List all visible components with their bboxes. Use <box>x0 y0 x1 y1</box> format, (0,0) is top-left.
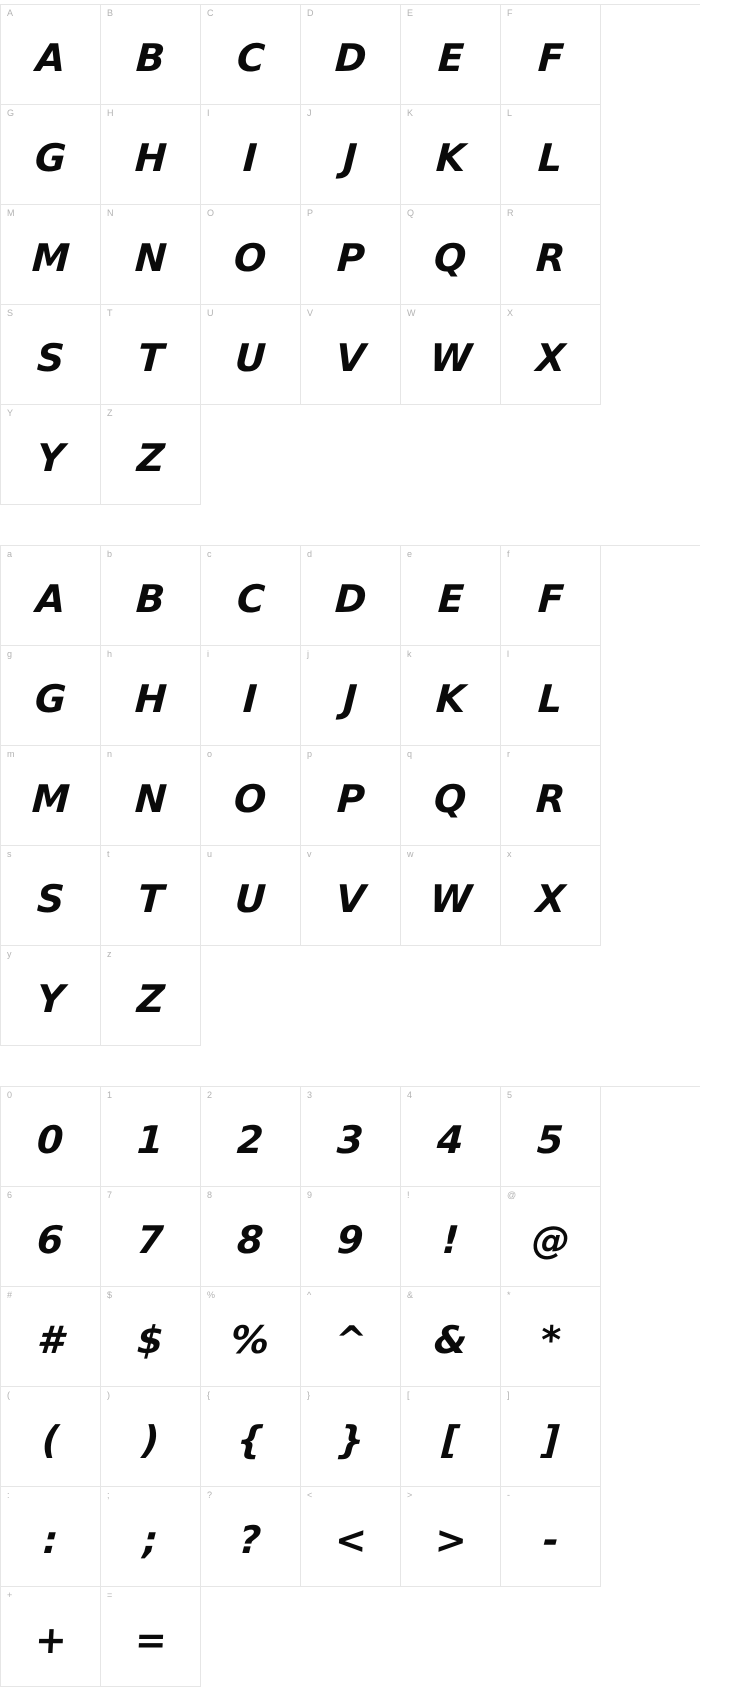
glyph-cell-character: E <box>436 35 465 80</box>
glyph-cell-label: r <box>507 749 510 759</box>
glyph-cell-label: p <box>307 749 313 759</box>
glyph-cell[interactable] <box>401 1287 501 1387</box>
glyph-cell[interactable] <box>501 105 601 205</box>
glyph-cell[interactable] <box>101 5 201 105</box>
glyph-cell-character: - <box>541 1517 560 1562</box>
glyph-cell[interactable] <box>401 1387 501 1487</box>
glyph-cell-label: N <box>107 208 114 218</box>
glyph-cell-character: 5 <box>536 1117 565 1162</box>
glyph-cell-character: E <box>436 576 465 621</box>
glyph-cell-character: L <box>537 135 564 180</box>
glyph-cell-character: N <box>133 235 168 280</box>
glyph-cell-character: X <box>534 876 567 921</box>
glyph-cell-character: Z <box>135 435 166 480</box>
glyph-cell-character: ; <box>141 1517 160 1562</box>
glyph-cell-label: B <box>107 8 114 18</box>
glyph-cell[interactable] <box>401 846 501 946</box>
glyph-cell-label: } <box>307 1390 311 1400</box>
glyph-cell-label: z <box>107 949 112 959</box>
glyph-cell-character: P <box>335 235 366 280</box>
glyph-cell-label: 5 <box>507 1090 513 1100</box>
glyph-cell-label: 8 <box>207 1190 213 1200</box>
glyph-cell-character: N <box>133 776 168 821</box>
glyph-cell-character: J <box>342 676 359 721</box>
glyph-cell-character: 2 <box>236 1117 265 1162</box>
glyph-cell-character: } <box>335 1417 366 1462</box>
glyph-cell[interactable] <box>501 1187 601 1287</box>
glyph-cell[interactable] <box>101 1387 201 1487</box>
glyph-cell-character: B <box>134 576 167 621</box>
glyph-cell-label: = <box>107 1590 113 1600</box>
glyph-cell[interactable] <box>301 646 401 746</box>
glyph-cell[interactable] <box>501 1087 601 1187</box>
glyph-cell[interactable] <box>101 546 201 646</box>
glyph-cell[interactable] <box>101 1587 201 1687</box>
glyph-cell-character: * <box>539 1317 562 1362</box>
glyph-cell-label: ^ <box>307 1290 312 1300</box>
glyph-cell-character: X <box>534 335 567 380</box>
glyph-cell-character: D <box>333 576 368 621</box>
glyph-cell[interactable] <box>401 5 501 105</box>
glyph-cell[interactable] <box>501 5 601 105</box>
glyph-cell-label: i <box>207 649 209 659</box>
glyph-cell-character: Y <box>35 435 66 480</box>
glyph-cell-label: ; <box>107 1490 110 1500</box>
glyph-cell[interactable] <box>101 1287 201 1387</box>
glyph-cell[interactable] <box>301 105 401 205</box>
glyph-cell-label: + <box>7 1590 13 1600</box>
glyph-cell-label: s <box>7 849 12 859</box>
glyph-cell-character: $ <box>136 1317 165 1362</box>
glyph-cell-label: M <box>7 208 15 218</box>
glyph-cell-character: L <box>537 676 564 721</box>
glyph-section-digits-and-symbols <box>0 1086 740 1687</box>
glyph-cell-label: Q <box>407 208 415 218</box>
glyph-cell[interactable] <box>1 746 101 846</box>
glyph-cell-character: Q <box>433 776 468 821</box>
glyph-cell[interactable] <box>1 946 101 1046</box>
glyph-cell-character: G <box>33 676 68 721</box>
glyph-cell-character: M <box>30 235 71 280</box>
glyph-cell-character: & <box>432 1317 469 1362</box>
glyph-cell[interactable] <box>101 746 201 846</box>
glyph-cell-character: W <box>428 335 473 380</box>
glyph-cell[interactable] <box>501 746 601 846</box>
glyph-cell[interactable] <box>1 1287 101 1387</box>
glyph-cell[interactable] <box>1 546 101 646</box>
glyph-cell[interactable] <box>501 1387 601 1487</box>
glyph-cell[interactable] <box>401 1487 501 1587</box>
glyph-cell-character: R <box>534 235 567 280</box>
glyph-cell[interactable] <box>301 546 401 646</box>
glyph-cell-label: @ <box>507 1190 517 1200</box>
glyph-cell-character: Z <box>135 976 166 1021</box>
glyph-cell-label: # <box>7 1290 13 1300</box>
glyph-cell-character: 0 <box>36 1117 65 1162</box>
glyph-cell[interactable] <box>301 305 401 405</box>
glyph-cell-character: D <box>333 35 368 80</box>
glyph-cell-label: k <box>407 649 412 659</box>
glyph-cell-label: 2 <box>207 1090 213 1100</box>
glyph-cell-character: H <box>133 676 168 721</box>
glyph-cell-character: ] <box>540 1417 561 1462</box>
glyph-cell-character: B <box>134 35 167 80</box>
glyph-cell-character: V <box>334 335 367 380</box>
glyph-cell-label: t <box>107 849 110 859</box>
glyph-cell[interactable] <box>501 846 601 946</box>
glyph-cell-label: * <box>507 1290 511 1300</box>
glyph-cell[interactable] <box>501 646 601 746</box>
glyph-cell[interactable] <box>101 846 201 946</box>
glyph-cell-label: ( <box>7 1390 10 1400</box>
glyph-cell[interactable] <box>101 305 201 405</box>
glyph-cell-label: R <box>507 208 514 218</box>
glyph-cell[interactable] <box>501 1287 601 1387</box>
glyph-cell[interactable] <box>201 746 301 846</box>
glyph-cell-character: C <box>235 35 266 80</box>
glyph-cell[interactable] <box>101 646 201 746</box>
glyph-cell[interactable] <box>101 205 201 305</box>
glyph-cell-character: ^ <box>333 1317 368 1362</box>
glyph-cell[interactable] <box>301 1287 401 1387</box>
glyph-cell-character: U <box>233 335 268 380</box>
glyph-cell-character: F <box>536 35 565 80</box>
glyph-cell-character: # <box>36 1317 65 1362</box>
glyph-cell-label: Y <box>7 408 14 418</box>
glyph-cell-character: 7 <box>136 1217 165 1262</box>
glyph-cell-label: K <box>407 108 414 118</box>
glyph-cell-label: 3 <box>307 1090 313 1100</box>
glyph-cell[interactable] <box>301 1487 401 1587</box>
glyph-grid-lowercase <box>0 545 700 1046</box>
glyph-cell-label: A <box>7 8 14 18</box>
glyph-cell-character: V <box>334 876 367 921</box>
glyph-cell[interactable] <box>301 5 401 105</box>
glyph-cell-label: < <box>307 1490 313 1500</box>
glyph-cell[interactable] <box>401 305 501 405</box>
glyph-cell[interactable] <box>1 105 101 205</box>
glyph-cell-label: n <box>107 749 113 759</box>
glyph-cell-label: F <box>507 8 513 18</box>
glyph-cell-character: I <box>242 676 259 721</box>
glyph-cell-character: A <box>34 576 67 621</box>
glyph-cell-label: $ <box>107 1290 113 1300</box>
glyph-cell-character: J <box>342 135 359 180</box>
glyph-cell[interactable] <box>1 1087 101 1187</box>
glyph-cell-character: : <box>41 1517 60 1562</box>
glyph-cell[interactable] <box>501 546 601 646</box>
glyph-cell[interactable] <box>201 1187 301 1287</box>
glyph-cell-label: ] <box>507 1390 510 1400</box>
glyph-cell-label: W <box>407 308 416 318</box>
glyph-cell-label: % <box>207 1290 216 1300</box>
glyph-cell-character: @ <box>530 1217 571 1262</box>
glyph-cell-label: E <box>407 8 414 18</box>
glyph-cell-character: [ <box>440 1417 461 1462</box>
glyph-cell[interactable] <box>201 646 301 746</box>
glyph-cell-label: m <box>7 749 15 759</box>
glyph-cell[interactable] <box>201 5 301 105</box>
glyph-cell[interactable] <box>1 205 101 305</box>
glyph-cell-label: x <box>507 849 512 859</box>
glyph-cell-label: X <box>507 308 514 318</box>
glyph-cell-character: % <box>230 1317 271 1362</box>
glyph-cell-label: C <box>207 8 214 18</box>
glyph-cell-character: F <box>536 576 565 621</box>
glyph-cell-label: : <box>7 1490 10 1500</box>
glyph-cell[interactable] <box>201 1087 301 1187</box>
glyph-cell-character: R <box>534 776 567 821</box>
glyph-cell-character: T <box>136 335 165 380</box>
glyph-cell-label: b <box>107 549 113 559</box>
glyph-cell[interactable] <box>301 205 401 305</box>
glyph-cell-label: T <box>107 308 113 318</box>
glyph-cell-label: G <box>7 108 15 118</box>
glyph-cell-label: h <box>107 649 113 659</box>
glyph-cell[interactable] <box>401 205 501 305</box>
glyph-cell[interactable] <box>1 646 101 746</box>
glyph-cell[interactable] <box>401 646 501 746</box>
glyph-cell-label: 6 <box>7 1190 13 1200</box>
glyph-section-uppercase <box>0 4 740 505</box>
glyph-cell-character: Y <box>35 976 66 1021</box>
glyph-cell-character: ) <box>140 1417 161 1462</box>
glyph-cell-label: H <box>107 108 114 118</box>
glyph-cell-label: I <box>207 108 210 118</box>
glyph-cell[interactable] <box>301 846 401 946</box>
glyph-cell[interactable] <box>101 1487 201 1587</box>
glyph-cell-label: S <box>7 308 14 318</box>
glyph-cell-character: U <box>233 876 268 921</box>
glyph-cell[interactable] <box>1 305 101 405</box>
glyph-cell-label: L <box>507 108 513 118</box>
glyph-cell-character: O <box>233 235 268 280</box>
glyph-cell-label: P <box>307 208 314 218</box>
glyph-cell-character: 6 <box>36 1217 65 1262</box>
glyph-cell[interactable] <box>1 846 101 946</box>
glyph-cell-label: D <box>307 8 314 18</box>
glyph-cell-label: v <box>307 849 312 859</box>
glyph-cell-label: g <box>7 649 13 659</box>
glyph-cell-character: I <box>242 135 259 180</box>
glyph-cell-character: 8 <box>236 1217 265 1262</box>
glyph-cell[interactable] <box>401 1187 501 1287</box>
glyph-cell-character: T <box>136 876 165 921</box>
glyph-cell[interactable] <box>501 1487 601 1587</box>
glyph-cell-character: Q <box>433 235 468 280</box>
glyph-cell-label: [ <box>407 1390 410 1400</box>
glyph-cell-character: ( <box>40 1417 61 1462</box>
glyph-section-lowercase <box>0 545 740 1046</box>
glyph-cell-character: H <box>133 135 168 180</box>
glyph-cell-label: d <box>307 549 313 559</box>
glyph-cell[interactable] <box>1 1587 101 1687</box>
glyph-cell-character: < <box>333 1517 368 1562</box>
glyph-cell-character: G <box>33 135 68 180</box>
glyph-cell[interactable] <box>201 846 301 946</box>
glyph-cell[interactable] <box>101 1087 201 1187</box>
glyph-cell-label: w <box>407 849 414 859</box>
glyph-cell[interactable] <box>1 1187 101 1287</box>
glyph-cell[interactable] <box>301 1087 401 1187</box>
glyph-cell[interactable] <box>1 5 101 105</box>
glyph-cell[interactable] <box>501 305 601 405</box>
glyph-cell-character: W <box>428 876 473 921</box>
glyph-cell-label: > <box>407 1490 413 1500</box>
glyph-cell-character: M <box>30 776 71 821</box>
glyph-cell-label: U <box>207 308 214 318</box>
glyph-cell-label: & <box>407 1290 414 1300</box>
glyph-cell-character: C <box>235 576 266 621</box>
glyph-cell-character: A <box>34 35 67 80</box>
glyph-cell-label: e <box>407 549 413 559</box>
glyph-grid-uppercase <box>0 4 700 505</box>
glyph-cell-label: J <box>307 108 312 118</box>
glyph-cell[interactable] <box>101 946 201 1046</box>
glyph-cell-label: y <box>7 949 12 959</box>
glyph-cell-character: ! <box>440 1217 461 1262</box>
glyph-cell[interactable] <box>401 746 501 846</box>
glyph-cell-label: l <box>507 649 509 659</box>
glyph-cell-character: 1 <box>136 1117 165 1162</box>
glyph-cell-label: q <box>407 749 413 759</box>
glyph-cell-character: > <box>433 1517 468 1562</box>
glyph-cell[interactable] <box>401 105 501 205</box>
glyph-cell-label: 4 <box>407 1090 413 1100</box>
glyph-cell-label: c <box>207 549 212 559</box>
glyph-cell[interactable] <box>201 305 301 405</box>
glyph-cell-character: + <box>33 1617 68 1662</box>
glyph-cell-label: j <box>307 649 309 659</box>
glyph-cell[interactable] <box>301 1187 401 1287</box>
glyph-cell-character: 4 <box>436 1117 465 1162</box>
glyph-cell[interactable] <box>301 1387 401 1487</box>
glyph-cell-label: f <box>507 549 510 559</box>
glyph-cell-label: 9 <box>307 1190 313 1200</box>
glyph-cell-label: 7 <box>107 1190 113 1200</box>
glyph-cell-character: O <box>233 776 268 821</box>
glyph-cell[interactable] <box>1 1387 101 1487</box>
glyph-cell[interactable] <box>1 1487 101 1587</box>
glyph-cell-label: u <box>207 849 213 859</box>
glyph-cell-character: 3 <box>336 1117 365 1162</box>
glyph-cell-label: ! <box>407 1190 410 1200</box>
glyph-cell-label: a <box>7 549 13 559</box>
glyph-grid-digits-and-symbols <box>0 1086 700 1687</box>
glyph-cell-character: K <box>434 135 467 180</box>
glyph-cell[interactable] <box>101 105 201 205</box>
glyph-cell[interactable] <box>301 746 401 846</box>
glyph-cell[interactable] <box>501 205 601 305</box>
glyph-cell-label: 0 <box>7 1090 13 1100</box>
glyph-cell-character: = <box>133 1617 168 1662</box>
glyph-cell-character: { <box>235 1417 266 1462</box>
glyph-cell-character: P <box>335 776 366 821</box>
glyph-cell[interactable] <box>201 1287 301 1387</box>
glyph-cell[interactable] <box>201 546 301 646</box>
glyph-cell-label: o <box>207 749 213 759</box>
glyph-cell-label: Z <box>107 408 113 418</box>
glyph-cell-character: S <box>35 335 66 380</box>
glyph-cell[interactable] <box>401 546 501 646</box>
glyph-cell[interactable] <box>201 1387 301 1487</box>
glyph-cell[interactable] <box>201 1487 301 1587</box>
glyph-cell[interactable] <box>201 205 301 305</box>
glyph-cell-character: ? <box>238 1517 263 1562</box>
glyph-cell-label: 1 <box>107 1090 113 1100</box>
glyph-cell-label: O <box>207 208 215 218</box>
glyph-cell-label: { <box>207 1390 211 1400</box>
glyph-cell-character: S <box>35 876 66 921</box>
glyph-cell[interactable] <box>101 1187 201 1287</box>
glyph-cell-label: ? <box>207 1490 213 1500</box>
glyph-cell[interactable] <box>1 405 101 505</box>
glyph-cell[interactable] <box>201 105 301 205</box>
glyph-cell-character: K <box>434 676 467 721</box>
glyph-cell-label: ) <box>107 1390 110 1400</box>
glyph-cell-label: V <box>307 308 314 318</box>
glyph-cell-label: - <box>507 1490 510 1500</box>
glyph-cell-character: 9 <box>336 1217 365 1262</box>
glyph-cell[interactable] <box>401 1087 501 1187</box>
glyph-cell[interactable] <box>101 405 201 505</box>
